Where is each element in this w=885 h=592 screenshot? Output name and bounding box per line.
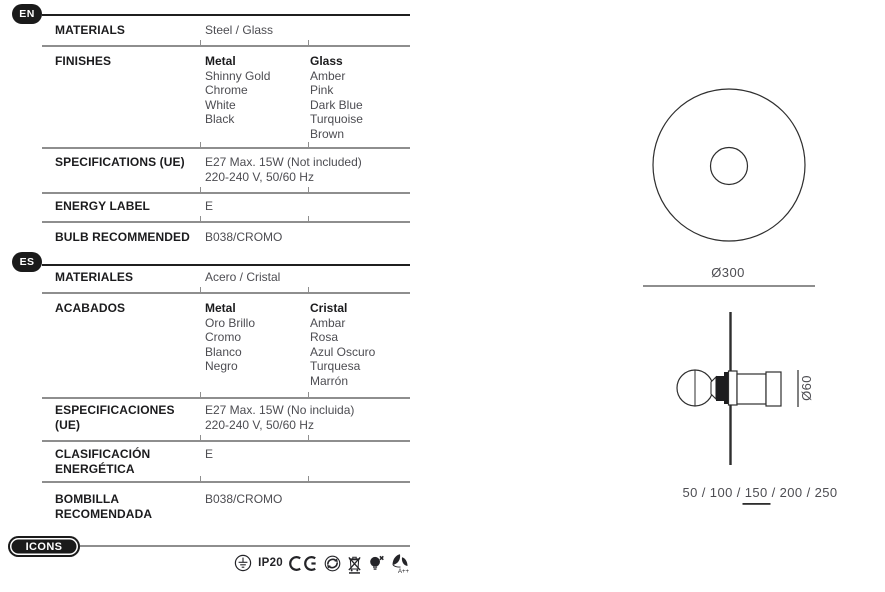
- column-tick: [200, 40, 201, 47]
- lengths-label: 50 / 100 / 150 / 200 / 250: [682, 485, 838, 500]
- lang-badge-es: ES: [12, 252, 42, 272]
- column-tick: [200, 216, 201, 223]
- energy-leaf-icon: [390, 552, 410, 574]
- lang-badge-en: EN: [12, 4, 42, 24]
- list-item: Black: [205, 112, 235, 126]
- row-materials-en: [42, 16, 410, 47]
- column-tick: [200, 476, 201, 483]
- length-underline: [743, 503, 771, 505]
- label-line: ESPECIFICACIONES: [55, 403, 175, 417]
- acabados-cristal-list: [310, 301, 410, 397]
- list-header: Cristal: [310, 301, 348, 315]
- ip-rating-text: IP20: [258, 557, 283, 569]
- row-energy-label-en: [42, 194, 410, 223]
- value-line: E27 Max. 15W (Not included): [205, 155, 362, 169]
- section-en: [42, 14, 410, 264]
- column-tick: [308, 476, 309, 483]
- row-value: E: [205, 447, 214, 461]
- row-finishes-es: [42, 294, 410, 399]
- side-view-drawing: [677, 312, 837, 505]
- label-line: CLASIFICACIÓN: [55, 447, 151, 461]
- row-label: MATERIALES: [55, 270, 134, 284]
- value-line: E27 Max. 15W (No incluida): [205, 403, 355, 417]
- row-label: ENERGY LABEL: [55, 199, 150, 213]
- list-header: Glass: [310, 54, 343, 68]
- list-item: Brown: [310, 126, 345, 141]
- list-item: Negro: [205, 359, 238, 373]
- list-item: Turquesa: [310, 359, 361, 373]
- row-label: [55, 492, 205, 527]
- row-label: [55, 403, 205, 440]
- value-line: 220-240 V, 50/60 Hz: [205, 170, 314, 184]
- row-finishes-en: [42, 47, 410, 149]
- column-tick: [308, 40, 309, 47]
- column-tick: [200, 392, 201, 399]
- list-item: Oro Brillo: [205, 315, 256, 330]
- row-value: B038/CROMO: [205, 230, 283, 244]
- list-item: Ambar: [310, 315, 346, 330]
- row-value: B038/CROMO: [205, 492, 283, 506]
- column-tick: [308, 287, 309, 294]
- list-item: Marrón: [310, 373, 349, 388]
- column-tick: [308, 435, 309, 442]
- list-header: Metal: [205, 54, 236, 68]
- row-label: [55, 447, 205, 481]
- list-item: Pink: [310, 83, 334, 97]
- icons-section-rule: [79, 545, 410, 547]
- list-item: Amber: [310, 68, 346, 83]
- row-bulb-recommended-es: [42, 483, 410, 527]
- label-line: (UE): [55, 417, 81, 432]
- row-value: Acero / Cristal: [205, 270, 281, 284]
- column-tick: [200, 287, 201, 294]
- bulb-not-included-icon: [368, 555, 385, 572]
- icons-badge: ICONS: [8, 536, 80, 557]
- finishes-metal-list: [205, 54, 310, 147]
- row-specifications-en: [42, 149, 410, 194]
- value-line: 220-240 V, 50/60 Hz: [205, 418, 314, 432]
- row-value: E: [205, 199, 214, 213]
- list-item: Rosa: [310, 330, 339, 344]
- label-line: ENERGÉTICA: [55, 461, 135, 476]
- row-label: SPECIFICATIONS (UE): [55, 155, 185, 169]
- front-view-drawing: [643, 89, 815, 286]
- list-item: Azul Oscuro: [310, 344, 376, 359]
- row-specifications-es: [42, 399, 410, 442]
- front-diameter-label: Ø300: [711, 265, 745, 280]
- weee-bin-icon: [346, 553, 363, 574]
- acabados-metal-list: [205, 301, 310, 397]
- label-line: RECOMENDADA: [55, 506, 153, 521]
- column-tick: [308, 142, 309, 149]
- technical-drawings: [615, 55, 885, 525]
- row-label: MATERIALS: [55, 23, 126, 37]
- list-item: Cromo: [205, 330, 242, 344]
- row-label: BULB RECOMMENDED: [55, 230, 190, 244]
- certification-icons-row: [200, 550, 410, 576]
- column-tick: [308, 216, 309, 223]
- row-energy-label-es: [42, 442, 410, 483]
- green-dot-icon: [324, 555, 341, 572]
- column-tick: [200, 187, 201, 194]
- finishes-glass-list: [310, 54, 410, 147]
- list-item: White: [205, 97, 236, 112]
- column-tick: [308, 187, 309, 194]
- ce-mark-icon: [289, 555, 319, 572]
- row-materials-es: [42, 266, 410, 294]
- list-header: Metal: [205, 301, 236, 315]
- energy-class-text: A++: [397, 569, 410, 574]
- row-label: ACABADOS: [55, 301, 126, 315]
- list-item: Shinny Gold: [205, 68, 271, 83]
- row-label: FINISHES: [55, 54, 112, 68]
- list-item: Turquoise: [310, 112, 363, 126]
- row-value: Steel / Glass: [205, 23, 274, 37]
- ground-class-icon: [234, 554, 252, 572]
- spec-table: [42, 14, 410, 527]
- label-line: BOMBILLA: [55, 492, 120, 506]
- column-tick: [200, 142, 201, 149]
- column-tick: [200, 435, 201, 442]
- row-bulb-recommended-en: [42, 223, 410, 264]
- list-item: Chrome: [205, 83, 248, 97]
- column-tick: [308, 392, 309, 399]
- list-item: Blanco: [205, 344, 242, 359]
- list-item: Dark Blue: [310, 97, 363, 112]
- section-es: [42, 264, 410, 527]
- side-diameter-label: Ø60: [799, 375, 814, 401]
